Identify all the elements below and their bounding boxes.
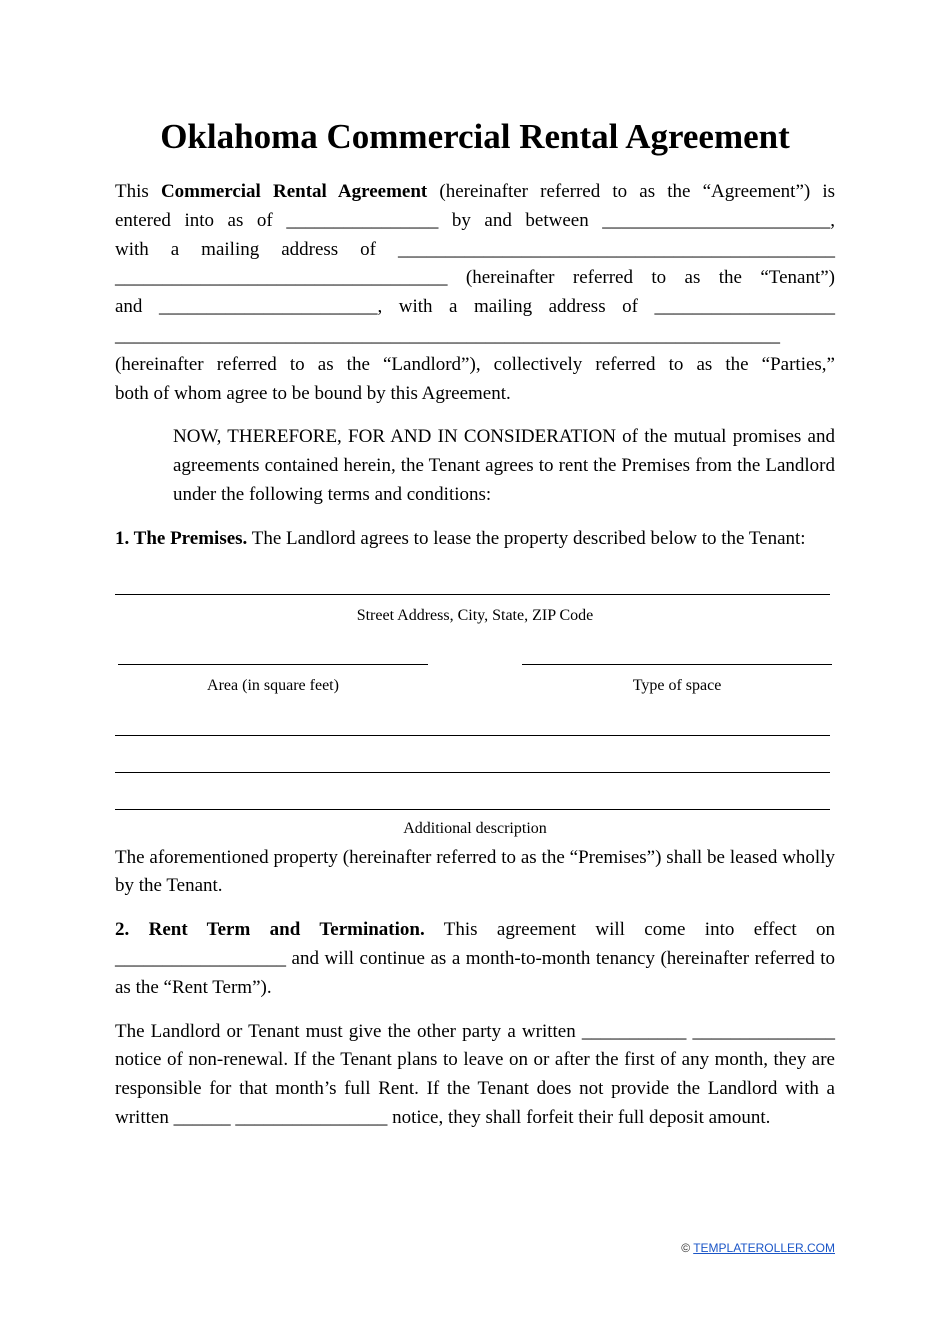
now-therefore-paragraph: NOW, THEREFORE, FOR AND IN CONSIDERATION of the mutual promises and agreements contained herein, the Tenant agrees to rent the Premises from the Landlord under the following terms and conditions: <box>173 426 835 505</box>
premises-fill-block <box>115 554 835 844</box>
intro-line: ______________________________________________________________________ <box>115 324 780 346</box>
intro-line: ___________________________________ (hereinafter referred to as the “Tenant”) <box>115 267 835 289</box>
agreement-name: Commercial Rental Agreement <box>160 181 428 202</box>
additional-line-2[interactable] <box>115 772 830 773</box>
intro-line: This Commercial Rental Agreement (hereinafter referred to as the “Agreement”) is <box>115 181 836 202</box>
intro-line: entered into as of ________________ by and between ________________________, <box>115 209 835 231</box>
additional-caption: Additional description <box>403 819 547 837</box>
section-1-paragraph: 1. The Premises. The Landlord agrees to lease the property described below to the Tenant: <box>115 527 806 549</box>
intro-line: (hereinafter referred to as the “Landlord”), collectively referred to as the “Parties,” <box>115 353 835 375</box>
additional-line-1[interactable] <box>115 735 830 736</box>
type-caption: Type of space <box>632 676 722 694</box>
intro-line: with a mailing address of ______________________________________________ <box>115 238 835 260</box>
copyright-symbol: © <box>681 1241 691 1255</box>
section-2-paragraph: 2. Rent Term and Termination. This agreement will come into effect on __________________ and will continue as a month-to-month tenancy (hereinafter referred to as the “Rent Term”). <box>115 919 835 998</box>
document-title: Oklahoma Commercial Rental Agreement <box>160 117 790 156</box>
premises-paragraph: The aforementioned property (hereinafter referred to as the “Premises”) shall be leased wholly by the Tenant. <box>115 846 835 897</box>
area-caption: Area (in square feet) <box>207 676 339 694</box>
section-1-heading: 1. The Premises. <box>115 527 248 549</box>
templateroller-link[interactable]: TEMPLATEROLLER.COM <box>693 1241 835 1255</box>
intro-line: and _______________________, with a mailing address of ___________________ <box>115 296 835 318</box>
footer <box>681 1241 835 1255</box>
area-line[interactable] <box>118 664 428 665</box>
document-page <box>115 112 835 1148</box>
address-line[interactable] <box>115 594 830 595</box>
intro-line: both of whom agree to be bound by this Agreement. <box>115 382 511 404</box>
type-line[interactable] <box>522 664 832 665</box>
additional-line-3[interactable] <box>115 809 830 810</box>
intro-paragraph <box>115 178 835 408</box>
address-caption: Street Address, City, State, ZIP Code <box>356 606 594 624</box>
section-2-heading: 2. Rent Term and Termination. <box>115 919 425 941</box>
notice-paragraph: The Landlord or Tenant must give the other party a written ___________ _______________ notice of non-renewal. If the Tenant plans to leave on or after the first of any month, they are responsible for that month’s full Rent. If the Tenant does not provide the Landlord with a written ______ ________________ notice, they shall forfeit their full deposit amount. <box>115 1020 835 1128</box>
